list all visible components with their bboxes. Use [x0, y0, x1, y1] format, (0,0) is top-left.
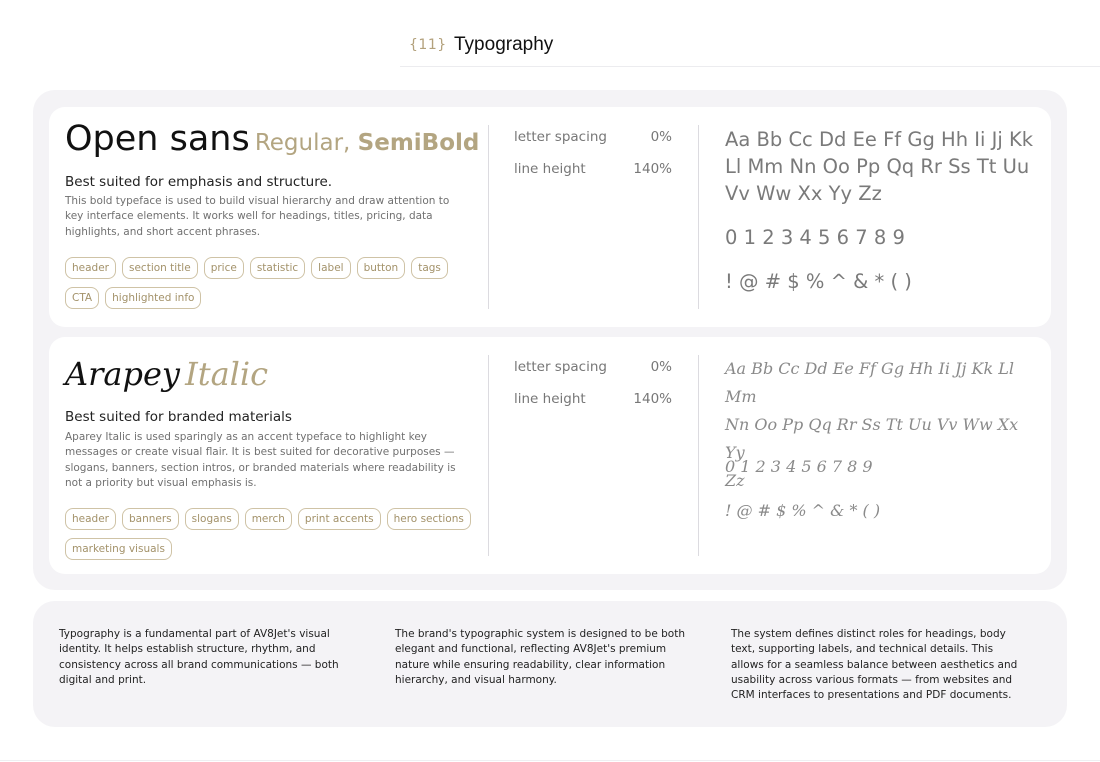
font-description: Aparey Italic is used sparingly as an accent typeface to highlight key messages or create visual flair. It is best suited for decorative purposes — slogans, banners, section intros, or branded materials where readability is not a priority but visual emphasis is. — [65, 431, 456, 489]
divider — [488, 355, 489, 556]
tag: price — [204, 257, 244, 279]
metric-label: letter spacing — [514, 359, 607, 375]
tag: header — [65, 508, 116, 530]
metric-letter-spacing — [514, 359, 672, 375]
font-panel — [33, 90, 1067, 590]
font-family-name: Open sans — [65, 119, 250, 159]
glyph-digits: 0 1 2 3 4 5 6 7 8 9 — [725, 226, 905, 249]
font-title — [65, 355, 268, 393]
usage-tags — [65, 257, 475, 309]
page-bottom-divider — [0, 760, 1100, 761]
best-suited-text: Best suited for branded materials — [65, 409, 292, 425]
glyph-alphabet — [725, 126, 1035, 207]
tag: highlighted info — [105, 287, 201, 309]
metric-value: 140% — [633, 161, 672, 177]
glyph-digits: 0 1 2 3 4 5 6 7 8 9 — [725, 457, 873, 476]
best-suited-text: Best suited for emphasis and structure. — [65, 174, 333, 190]
section-header — [400, 32, 1100, 67]
font-card-open-sans — [49, 107, 1051, 327]
metric-value: 0% — [650, 129, 672, 145]
tag: merch — [245, 508, 292, 530]
metric-line-height — [514, 161, 672, 177]
font-card-arapey — [49, 337, 1051, 574]
glyph-symbols: ! @ # $ % ^ & * ( ) — [725, 501, 881, 520]
font-style-accent: Italic — [185, 355, 269, 393]
font-title — [65, 119, 479, 159]
glyph-line: Nn Oo Pp Qq Rr Ss Tt Uu Vv Ww Xx Yy — [725, 415, 1019, 462]
metric-label: line height — [514, 391, 586, 407]
intro-panel — [33, 601, 1067, 727]
intro-paragraph: Typography is a fundamental part of AV8Jet's visual identity. It helps establish structure, rhythm, and consistency across all brand communications — both digital and print. — [59, 628, 339, 686]
tag: label — [311, 257, 350, 279]
divider — [488, 125, 489, 309]
intro-paragraph: The brand's typographic system is designed to be both elegant and functional, reflecting AV8Jet's premium nature while ensuring readability, clear information hierarchy, and visual harmony. — [395, 628, 686, 686]
font-family-name: Arapey — [65, 355, 180, 393]
tag: slogans — [185, 508, 239, 530]
section-number: {11} — [409, 37, 447, 53]
tag: section title — [122, 257, 198, 279]
font-weights — [255, 130, 480, 156]
section-title: Typography — [454, 34, 554, 55]
tag: CTA — [65, 287, 99, 309]
usage-tags — [65, 508, 475, 560]
glyph-line: Zz — [725, 471, 745, 490]
weight-semibold: SemiBold — [357, 130, 480, 156]
glyph-line: Ll Mm Nn Oo Pp Qq Rr Ss Tt Uu — [725, 155, 1030, 178]
metric-label: line height — [514, 161, 586, 177]
tag: tags — [411, 257, 448, 279]
glyph-line: Aa Bb Cc Dd Ee Ff Gg Hh Ii Jj Kk — [725, 128, 1034, 151]
intro-paragraph: The system defines distinct roles for headings, body text, supporting labels, and technical details. This allows for a seamless balance between aesthetics and usability across various formats — from websites and CRM interfaces to presentations and PDF documents. — [731, 628, 1018, 702]
tag: statistic — [250, 257, 305, 279]
font-description: This bold typeface is used to build visual hierarchy and draw attention to key interface elements. It works well for headings, titles, pricing, data highlights, and short accent phrases. — [65, 195, 450, 238]
glyph-line: Vv Ww Xx Yy Zz — [725, 182, 882, 205]
metric-label: letter spacing — [514, 129, 607, 145]
weight-regular: Regular, — [254, 130, 351, 156]
metric-letter-spacing — [514, 129, 672, 145]
divider — [698, 125, 699, 309]
tag: banners — [122, 508, 179, 530]
tag: header — [65, 257, 116, 279]
tag: hero sections — [387, 508, 471, 530]
metric-value: 0% — [650, 359, 672, 375]
metric-value: 140% — [633, 391, 672, 407]
divider — [698, 355, 699, 556]
metric-line-height — [514, 391, 672, 407]
tag: button — [357, 257, 406, 279]
tag: marketing visuals — [65, 538, 172, 560]
glyph-line: Aa Bb Cc Dd Ee Ff Gg Hh Ii Jj Kk Ll Mm — [725, 359, 1014, 406]
glyph-symbols: ! @ # $ % ^ & * ( ) — [725, 270, 912, 293]
tag: print accents — [298, 508, 381, 530]
